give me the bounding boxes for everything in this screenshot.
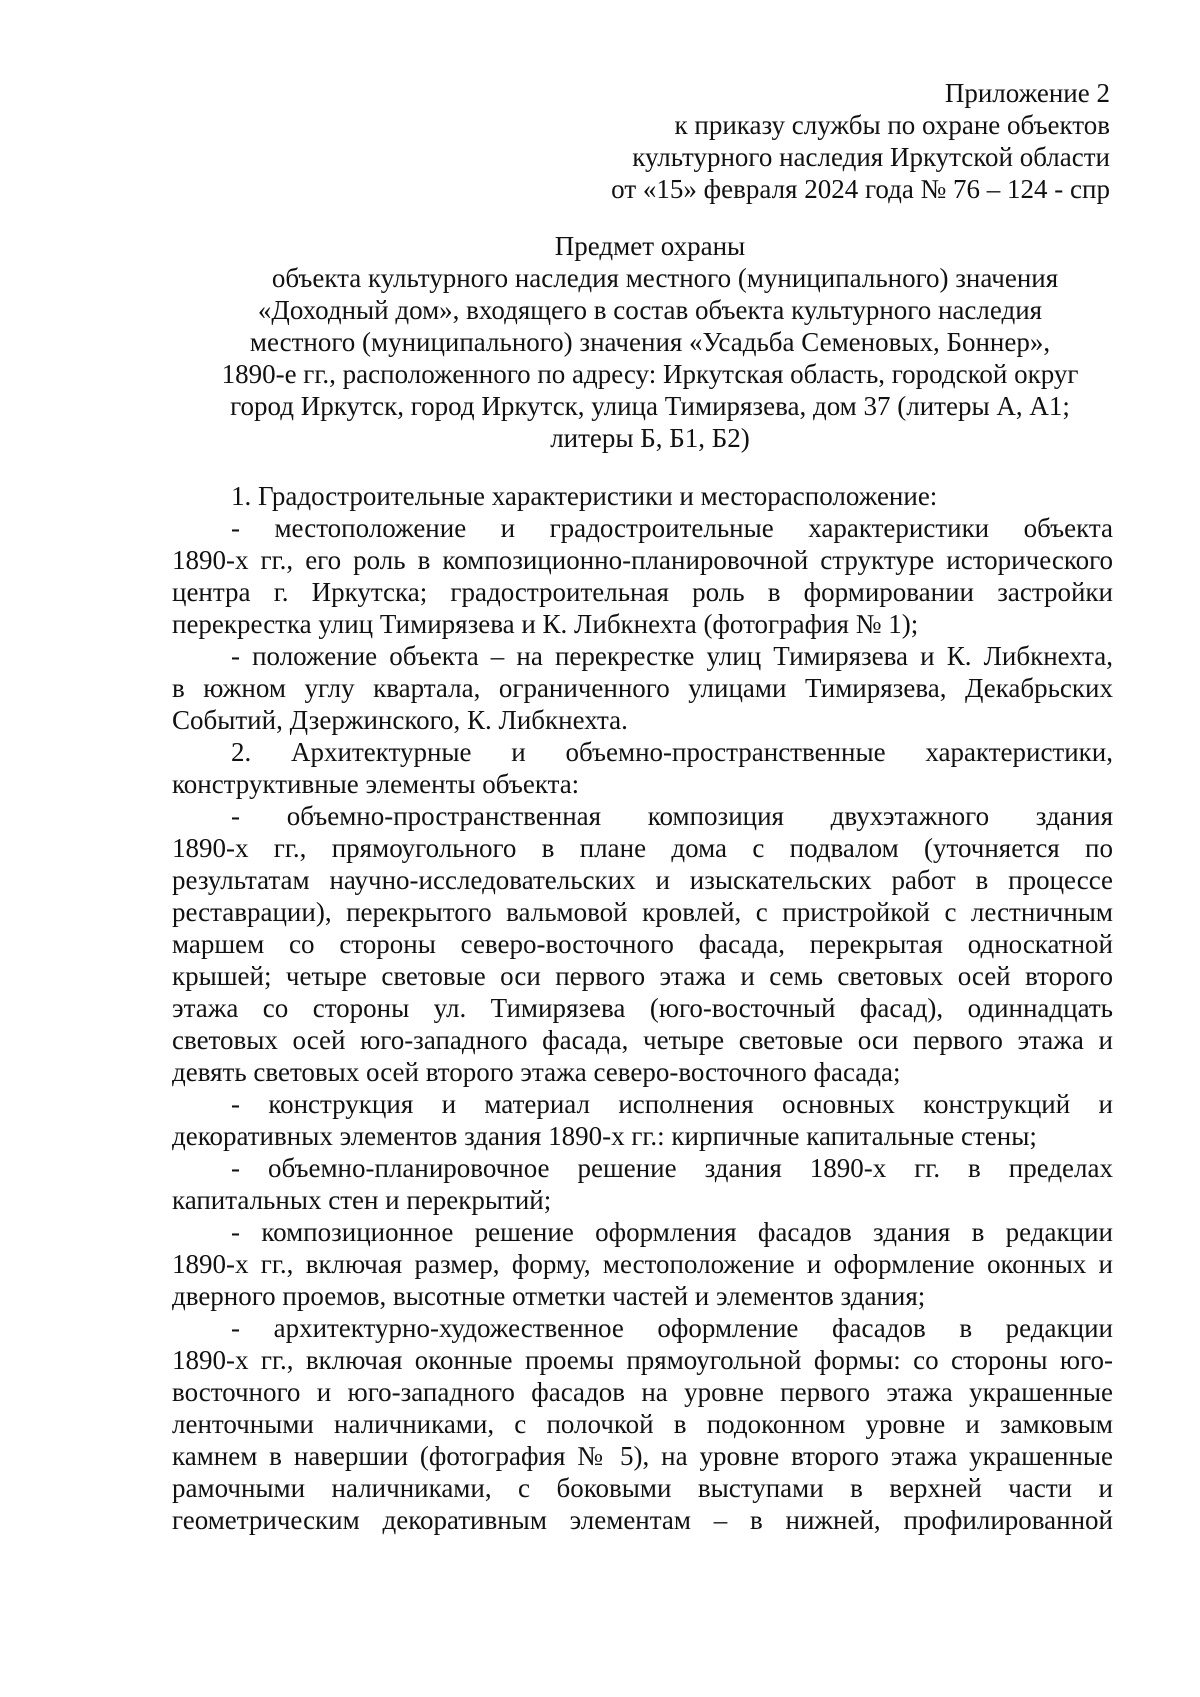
paragraph-line: - конструкция и материал исполнения основных конструкций и xyxy=(231,1089,1113,1119)
title-subtitle-line-3: местного (муниципального) значения «Усадьба Семеновых, Боннер», xyxy=(249,327,1051,357)
paragraph-line: девять световых осей второго этажа северо-восточного фасада; xyxy=(172,1057,901,1087)
header-appendix-number: Приложение 2 xyxy=(944,78,1110,108)
title-subtitle-line-5: город Иркутск, город Иркутск, улица Тимирязева, дом 37 (литеры А, А1; xyxy=(230,391,1070,421)
paragraph-line: - положение объекта – на перекрестке улиц Тимирязева и К. Либкнехта, xyxy=(231,641,1113,671)
paragraph-line: Событий, Дзержинского, К. Либкнехта. xyxy=(172,705,628,735)
title-subtitle-line-6: литеры Б, Б1, Б2) xyxy=(550,423,750,453)
paragraph-line: - архитектурно-художественное оформление фасадов в редакции xyxy=(231,1313,1113,1343)
title-subtitle-line-2: «Доходный дом», входящего в состав объекта культурного наследия xyxy=(257,295,1043,325)
paragraph-line: капитальных стен и перекрытий; xyxy=(172,1185,552,1215)
paragraph-line: этажа со стороны ул. Тимирязева (юго-восточный фасад), одиннадцать xyxy=(172,993,1113,1023)
paragraph-line: результатам научно-исследовательских и изыскательских работ в процессе xyxy=(172,865,1113,895)
section-2-heading-cont: конструктивные элементы объекта: xyxy=(172,769,580,799)
paragraph-line: крышей; четыре световые оси первого этажа и семь световых осей второго xyxy=(172,961,1113,991)
paragraph-line: - объемно-планировочное решение здания 1890-х гг. в пределах xyxy=(231,1153,1113,1183)
header-issuer: культурного наследия Иркутской области xyxy=(632,142,1110,172)
paragraph-line: - объемно-пространственная композиция двухэтажного здания xyxy=(231,801,1113,831)
header-order-reference: к приказу службы по охране объектов xyxy=(674,110,1110,140)
section-1-heading: 1. Градостроительные характеристики и месторасположение: xyxy=(231,481,938,511)
paragraph-line: дверного проемов, высотные отметки частей и элементов здания; xyxy=(172,1281,926,1311)
paragraph-line: ленточными наличниками, с полочкой в подоконном уровне и замковым xyxy=(172,1409,1113,1439)
document-title: Предмет охраны xyxy=(554,231,746,261)
paragraph-line: - композиционное решение оформления фасадов здания в редакции xyxy=(231,1217,1113,1247)
paragraph-line: в южном углу квартала, ограниченного улицами Тимирязева, Декабрьских xyxy=(172,673,1113,703)
paragraph-line: 1890-х гг., его роль в композиционно-планировочной структуре исторического xyxy=(172,545,1113,575)
paragraph-line: центра г. Иркутска; градостроительная роль в формировании застройки xyxy=(172,577,1113,607)
section-2-heading: 2. Архитектурные и объемно-пространственные характеристики, xyxy=(231,737,1113,767)
header-order-date: от «15» февраля 2024 года № 76 – 124 - спр xyxy=(611,174,1110,204)
paragraph-line: камнем в навершии (фотография № 5), на уровне второго этажа украшенные xyxy=(172,1441,1113,1471)
paragraph-line: 1890-х гг., включая оконные проемы прямоугольной формы: со стороны юго- xyxy=(172,1345,1113,1375)
paragraph-line: перекрестка улиц Тимирязева и К. Либкнехта (фотография № 1); xyxy=(172,609,919,639)
paragraph-line: световых осей юго-западного фасада, четыре световые оси первого этажа и xyxy=(172,1025,1113,1055)
paragraph-line: маршем со стороны северо-восточного фасада, перекрытая односкатной xyxy=(172,929,1113,959)
paragraph-line: декоративных элементов здания 1890-х гг.: кирпичные капитальные стены; xyxy=(172,1121,1037,1151)
title-subtitle-line-4: 1890-е гг., расположенного по адресу: Иркутская область, городской округ xyxy=(221,359,1079,389)
paragraph-line: реставрации), перекрытого вальмовой кровлей, с пристройкой с лестничным xyxy=(172,897,1113,927)
paragraph-line: геометрическим декоративным элементам – в нижней, профилированной xyxy=(172,1505,1113,1535)
paragraph-line: 1890-х гг., прямоугольного в плане дома с подвалом (уточняется по xyxy=(172,833,1113,863)
paragraph-line: - местоположение и градостроительные характеристики объекта xyxy=(231,513,1113,543)
paragraph-line: рамочными наличниками, с боковыми выступами в верхней части и xyxy=(172,1473,1113,1503)
paragraph-line: 1890-х гг., включая размер, форму, местоположение и оформление оконных и xyxy=(172,1249,1113,1279)
title-subtitle-line-1: объекта культурного наследия местного (муниципального) значения xyxy=(271,263,1059,293)
paragraph-line: восточного и юго-западного фасадов на уровне первого этажа украшенные xyxy=(172,1377,1113,1407)
